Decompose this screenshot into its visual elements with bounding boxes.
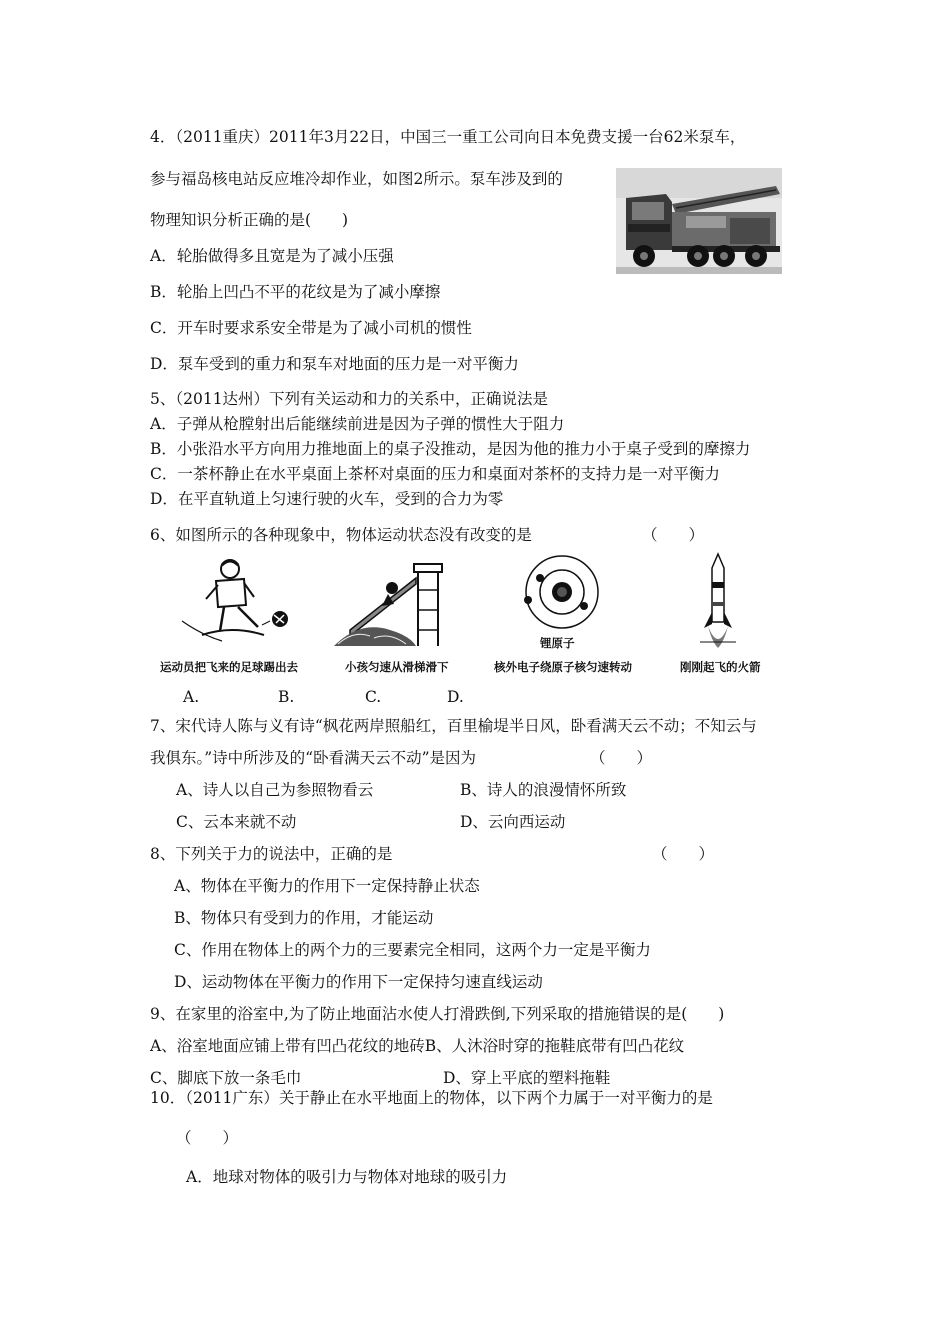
lithium-atom-figure — [520, 552, 604, 636]
q6-answer-paren: （ ） — [642, 526, 705, 544]
q4-line3: 物理知识分析正确的是( ) — [150, 211, 349, 229]
q7-answer-paren: （ ） — [590, 749, 653, 767]
q6-letter-d: D. — [447, 688, 464, 706]
q5-option-d: D．在平直轨道上匀速行驶的火车，受到的合力为零 — [150, 490, 504, 508]
q9-option-d: D、穿上平底的塑料拖鞋 — [443, 1069, 611, 1087]
q7-option-b: B、诗人的浪漫情怀所致 — [460, 781, 627, 799]
q6-stem: 6、如图所示的各种现象中，物体运动状态没有改变的是 — [150, 526, 532, 544]
q7-option-d: D、云向西运动 — [460, 813, 566, 831]
caption-d: 刚刚起飞的火箭 — [680, 660, 761, 674]
q7-line1: 7、宋代诗人陈与义有诗“枫花两岸照船红，百里榆堤半日风，卧看满天云不动；不知云与 — [150, 717, 757, 735]
q7-option-c: C、云本来就不动 — [176, 813, 297, 831]
q8-stem: 8、下列关于力的说法中，正确的是 — [150, 845, 393, 863]
q8-option-d: D、运动物体在平衡力的作用下一定保持匀速直线运动 — [174, 973, 543, 991]
football-kick-figure — [172, 555, 297, 655]
q9-option-c: C、脚底下放一条毛巾 — [150, 1069, 302, 1087]
caption-a: 运动员把飞来的足球踢出去 — [160, 660, 298, 674]
q7-line2: 我俱东。”诗中所涉及的“卧看满天云不动”是因为 — [150, 749, 477, 767]
q5-option-c: C．一茶杯静止在水平桌面上茶杯对桌面的压力和桌面对茶杯的支持力是一对平衡力 — [150, 465, 720, 483]
q4-option-d: D．泵车受到的重力和泵车对地面的压力是一对平衡力 — [150, 355, 519, 373]
q10-answer-paren: （ ） — [176, 1129, 239, 1147]
q6-letter-b: B. — [278, 688, 295, 706]
q9-option-ab: A、浴室地面应铺上带有凹凸花纹的地砖B、人沐浴时穿的拖鞋底带有凹凸花纹 — [150, 1037, 685, 1055]
q8-option-a: A、物体在平衡力的作用下一定保持静止状态 — [174, 877, 480, 895]
q10-stem: 10．（2011广东）关于静止在水平地面上的物体，以下两个力属于一对平衡力的是 — [150, 1089, 713, 1107]
q5-option-a: A．子弹从枪膛射出后能继续前进是因为子弹的惯性大于阻力 — [150, 415, 565, 433]
q5-stem: 5、（2011达州）下列有关运动和力的关系中，正确说法是 — [150, 390, 549, 408]
q4-option-b: B．轮胎上凹凸不平的花纹是为了减小摩擦 — [150, 283, 441, 301]
q8-option-b: B、物体只有受到力的作用，才能运动 — [174, 909, 434, 927]
rocket-figure — [698, 552, 738, 650]
q4-line1: 4．（2011重庆）2011年3月22日，中国三一重工公司向日本免费支援一台62米泵车， — [150, 128, 746, 146]
q9-stem: 9、在家里的浴室中,为了防止地面沾水使人打滑跌倒,下列采取的措施错误的是( ) — [150, 1005, 725, 1023]
q8-option-c: C、作用在物体上的两个力的三要素完全相同，这两个力一定是平衡力 — [174, 941, 651, 959]
q4-line2: 参与福岛核电站反应堆冷却作业，如图2所示。泵车涉及到的 — [150, 170, 563, 188]
q7-option-a: A、诗人以自己为参照物看云 — [176, 781, 374, 799]
q4-option-c: C．开车时要求系安全带是为了减小司机的惯性 — [150, 319, 472, 337]
q4-option-a: A．轮胎做得多且宽是为了减小压强 — [150, 247, 394, 265]
q6-letter-a: A. — [183, 688, 200, 706]
q8-answer-paren: （ ） — [652, 845, 715, 863]
q10-option-a: A．地球对物体的吸引力与物体对地球的吸引力 — [186, 1168, 508, 1186]
caption-c: 核外电子绕原子核匀速转动 — [494, 660, 632, 674]
q6-letter-c: C. — [365, 688, 382, 706]
caption-b: 小孩匀速从滑梯滑下 — [345, 660, 449, 674]
atom-label: 锂原子 — [540, 636, 575, 650]
q5-option-b: B．小张沿水平方向用力推地面上的桌子没推动，是因为他的推力小于桌子受到的摩擦力 — [150, 440, 751, 458]
slide-figure — [330, 560, 460, 648]
pump-truck-image — [616, 168, 782, 274]
